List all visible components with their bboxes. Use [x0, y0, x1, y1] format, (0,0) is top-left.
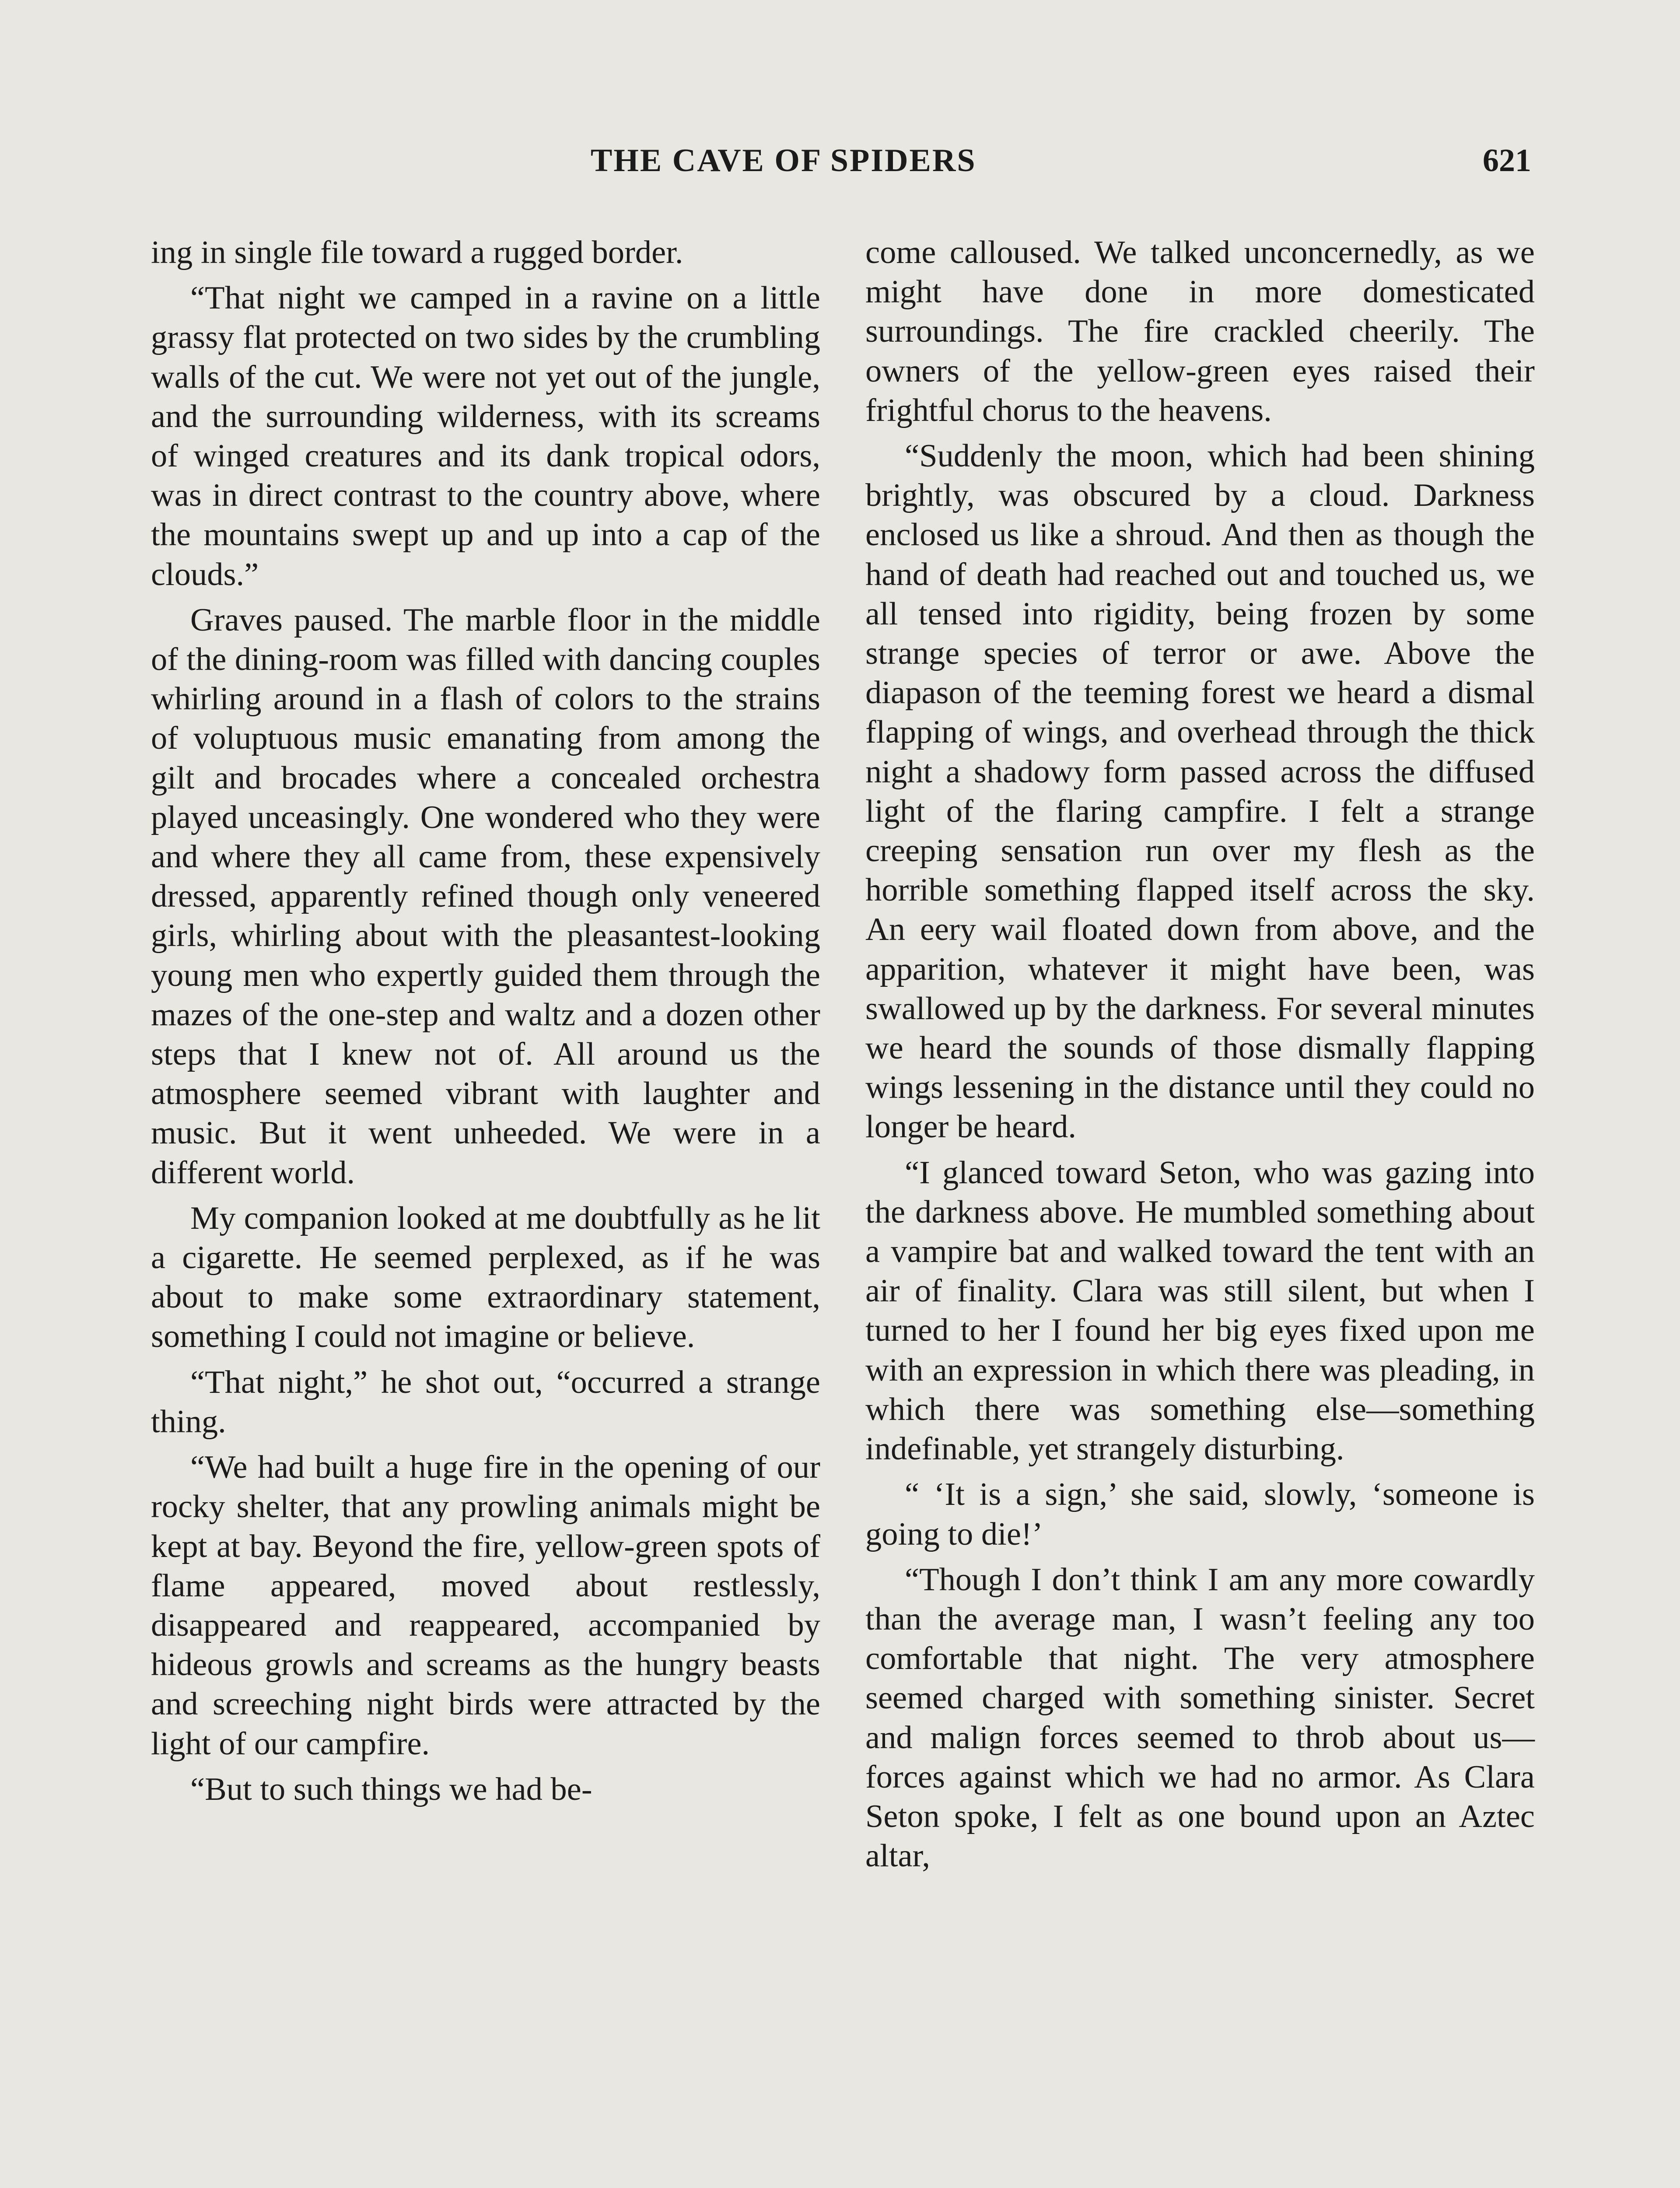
paragraph: “That night,” he shot out, “occurred a strange thing.: [151, 1364, 820, 1440]
right-column: [865, 233, 1535, 1876]
paragraph: Graves paused. The marble floor in the middle of the dining-room was filled with dancing couples whirling around in a flash of colors to the strains of voluptuous music emanating from among the gilt and brocades where a concealed orchestra played unceasingly. One wondered who they were and where they all came from, these expensively dressed, apparently refined though only veneered girls, whirling about with the pleasantest-looking young men who expertly guided them through the mazes of the one-step and waltz and a dozen other steps that I knew not of. All around us the atmosphere seemed vibrant with laughter and music. But it went unheeded. We were in a different world.: [151, 602, 820, 1191]
paragraph: “Though I don’t think I am any more cowardly than the average man, I wasn’t feeling any too comfortable that night. The very atmosphere seemed charged with something sinister. Secret and malign forces seemed to throb about us—forces against which we had no armor. As Clara Seton spoke, I felt as one bound upon an Aztec altar,: [865, 1561, 1535, 1874]
page-header: [149, 137, 1531, 185]
page-number: 621: [1483, 143, 1531, 179]
paragraph: ing in single file toward a rugged border.: [151, 235, 683, 270]
paragraph: “We had built a huge fire in the opening of our rocky shelter, that any prowling animals might be kept at bay. Beyond the fire, yellow-green spots of flame appeared, moved about restlessly, disappeared and reappeared, accompanied by hideous growls and screams as the hungry beasts and screeching night birds were attracted by the light of our campfire.: [151, 1449, 820, 1762]
paragraph: My companion looked at me doubtfully as he lit a cigarette. He seemed perplexed, as if he was about to make some extraordinary statement, something I could not imagine or believe.: [151, 1200, 820, 1355]
paragraph: “I glanced toward Seton, who was gazing into the darkness above. He mumbled something about a vampire bat and walked toward the tent with an air of finality. Clara was still silent, but when I turned to her I found her big eyes fixed upon me with an expression in which there was pleading, in which there was something else—something indefinable, yet strangely disturbing.: [865, 1154, 1535, 1467]
paragraph: “ ‘It is a sign,’ she said, slowly, ‘someone is going to die!’: [865, 1476, 1535, 1552]
paragraph: “That night we camped in a ravine on a little grassy flat protected on two sides by the crumbling walls of the cut. We were not yet out of the jungle, and the surrounding wilderness, with its screams of winged creatures and its dank tropical odors, was in direct contrast to the country above, where the mountains swept up and up into a cap of the clouds.”: [151, 280, 820, 593]
paragraph: “Suddenly the moon, which had been shining brightly, was obscured by a cloud. Darkness enclosed us like a shroud. And then as though the hand of death had reached out and touched us, we all tensed into rigidity, being frozen by some strange species of terror or awe. Above the diapason of the teeming forest we heard a dismal flapping of wings, and overhead through the thick night a shadowy form passed across the diffused light of the flaring campfire. I felt a strange creeping sensation run over my flesh as the horrible something flapped itself across the sky. An eery wail floated down from above, and the apparition, whatever it might have been, was swallowed up by the darkness. For several minutes we heard the sounds of those dismally flapping wings lessening in the distance until they could no longer be heard.: [865, 438, 1535, 1145]
running-title: THE CAVE OF SPIDERS: [591, 143, 976, 179]
left-column: [151, 233, 820, 1809]
paragraph: “But to such things we had be-: [190, 1771, 592, 1807]
paragraph: come calloused. We talked unconcernedly, as we might have done in more domesticated surroundings. The fire crackled cheerily. The owners of the yellow-green eyes raised their frightful chorus to the heavens.: [865, 235, 1535, 428]
